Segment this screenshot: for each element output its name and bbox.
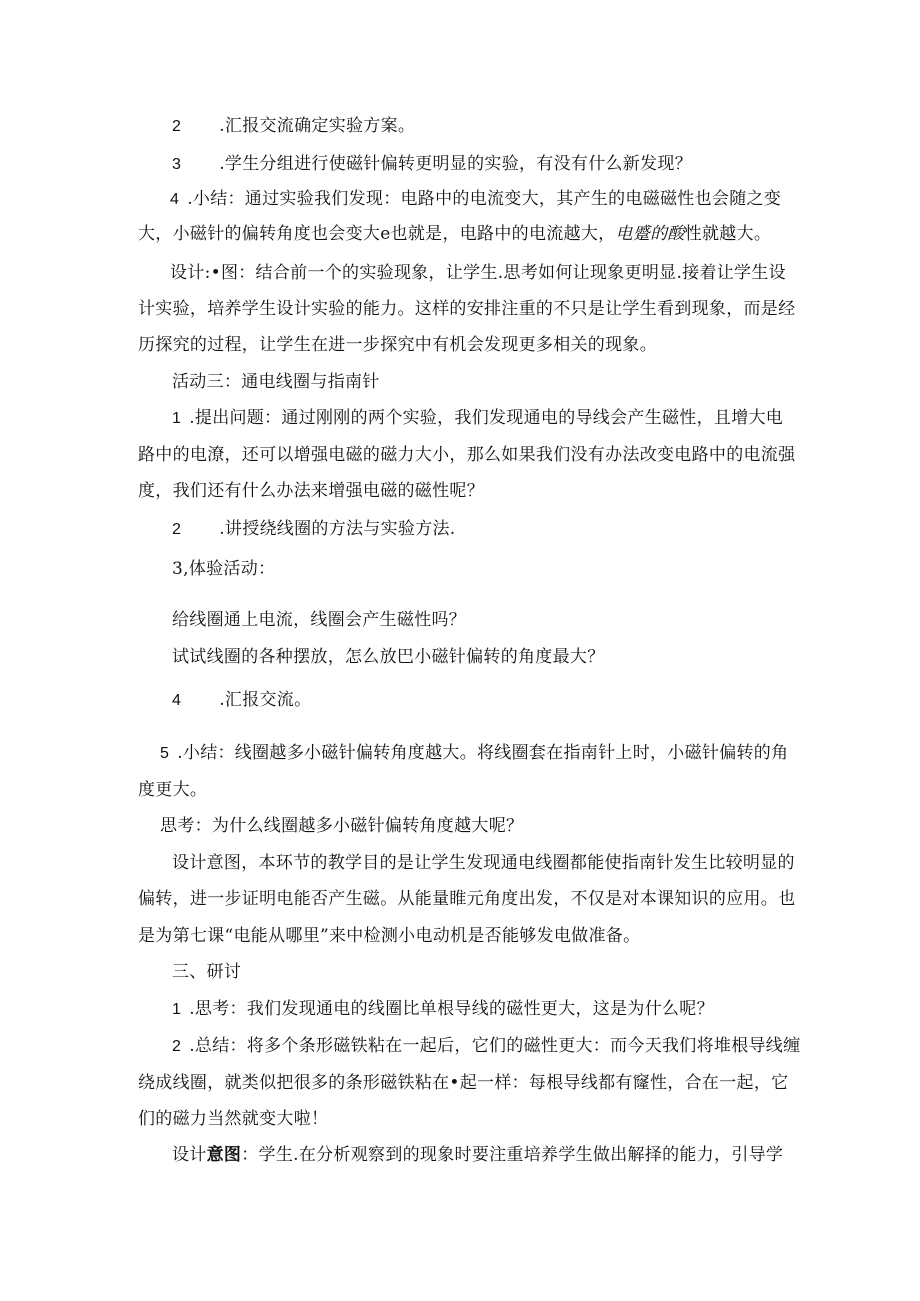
line-text: 大，小磁针的偏转角度也会变大e也就是，电路中的电流越大， — [138, 224, 616, 244]
line-14: 给线圈通上电流，线圈会产生磁性吗？ — [172, 610, 467, 630]
line-text: .学生分组进行使磁针偏转更明显的实验，有没有什么新发现？ — [219, 154, 693, 174]
line-text: ：学生.在分析观察到的现象时要注重培养学生做出解择的能力，引导学 — [241, 1145, 784, 1165]
line-11: 度，我们还有什么办法来增强电磁的磁性呢？ — [138, 481, 484, 501]
line-4 — [138, 222, 771, 246]
line-5: 设计:•图：结合前一个的实验现象，让学生.思考如何让现象更明显.接着让学生设 — [170, 263, 786, 283]
line-2 — [172, 152, 692, 177]
item-number: 4 — [170, 191, 180, 208]
line-text: .汇报交流。 — [219, 690, 312, 710]
line-6: 计实验，培养学生设计实验的能力。这样的安排注重的不只是让学生看到现象，而是经 — [138, 299, 796, 319]
line-text: .汇报交流确定实验方案。 — [219, 116, 416, 136]
item-number: 2 — [172, 521, 182, 538]
line-3 — [170, 187, 781, 212]
line-text: .讲授绕线圈的方法与实验方法. — [219, 519, 456, 539]
italic-text: 电蹙的酸 — [615, 224, 685, 244]
line-15: 试试线圈的各种摆放，怎么放巴小磁针偏转的角度最大？ — [172, 647, 605, 667]
line-text: .总结：将多个条形磁铁粘在一起后，它们的磁性更大：而今天我们将堆根导线缠 — [189, 1036, 801, 1056]
line-13: 3,体验活动： — [172, 559, 276, 579]
line-17 — [160, 741, 788, 766]
item-number: 5 — [160, 745, 170, 762]
item-number: 1 — [172, 410, 182, 427]
line-12 — [172, 517, 456, 542]
section-heading-discussion: 三、研讨 — [172, 962, 242, 982]
line-text: .提出问题：通过刚刚的两个实验，我们发现通电的导线会产生磁性，且增大电 — [189, 408, 784, 428]
line-25 — [172, 1034, 800, 1059]
line-18: 度更大。 — [138, 780, 208, 800]
line-1 — [172, 114, 415, 139]
line-19: 思考：为什么线圈越多小磁针偏转角度越大呢？ — [160, 816, 524, 836]
line-10: 路中的电潦，还可以增强电磁的磁力大小，那么如果我们没有办法改变电路中的电流强 — [138, 445, 796, 465]
line-text: 设计 — [172, 1145, 207, 1165]
item-number: 3 — [172, 156, 182, 173]
line-text: .小结：线圈越多小磁针偏转角度越大。将线圈套在指南针上时，小磁针偏转的角 — [177, 743, 789, 763]
line-22: 是为第七课“电能从哪里”来中检测小电动机是否能够发电做准备。 — [138, 926, 641, 946]
line-text: 性就越大。 — [684, 224, 772, 244]
line-16 — [172, 688, 311, 713]
item-number: 2 — [172, 118, 182, 135]
line-21: 偏转，进一步证明电能否产生磁。从能量睢元角度出发，不仅是对本课知识的应用。也 — [138, 889, 796, 909]
line-20: 设计意图，本环节的教学目的是让学生发现通电线圈都能使指南针发生比较明显的 — [172, 853, 795, 873]
line-9 — [172, 406, 783, 431]
line-27: 们的磁力当然就变大啦！ — [138, 1109, 329, 1129]
line-text: .思考：我们发现通电的线圈比单根导线的磁性更大，这是为什么呢？ — [189, 999, 714, 1019]
line-text: .小结：通过实验我们发现：电路中的电流变大，其产生的电磁磁性也会随之变 — [187, 189, 782, 209]
bold-text: 意图 — [206, 1145, 242, 1165]
line-7: 历探究的过程，让学生在进一步探究中有机会发现更多相关的现象。 — [138, 335, 657, 355]
item-number: 4 — [172, 692, 182, 709]
line-28 — [172, 1143, 783, 1167]
line-26: 绕成线圈，就类似把很多的条形磁铁粘在•起一样：每根导线都有窿性，合在一起，它 — [138, 1073, 789, 1093]
item-number: 1 — [172, 1001, 182, 1018]
item-number: 2 — [172, 1038, 182, 1055]
line-24 — [172, 997, 714, 1022]
section-heading: 活动三：通电线圈与指南针 — [172, 372, 380, 392]
